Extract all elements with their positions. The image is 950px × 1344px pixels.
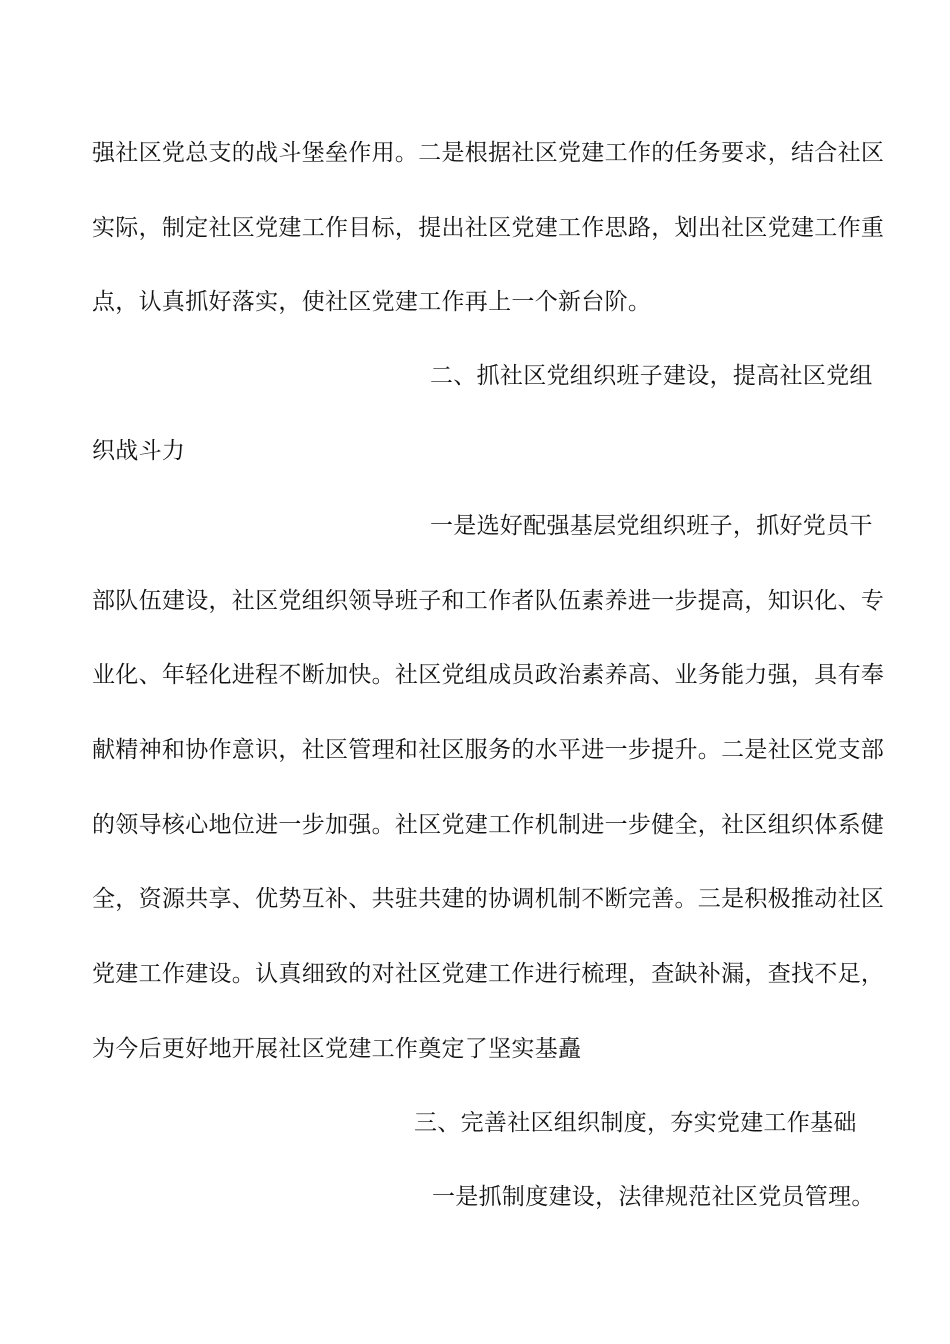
paragraph-line: 全，资源共享、优势互补、共驻共建的协调机制不断完善。三是积极推动社区	[92, 886, 885, 912]
section-heading-line: 二、抓社区党组织班子建设，提高社区党组	[430, 363, 873, 389]
paragraph-line: 业化、年轻化进程不断加快。社区党组成员政治素养高、业务能力强，具有奉	[92, 662, 885, 688]
paragraph-line: 献精神和协作意识，社区管理和社区服务的水平进一步提升。二是社区党支部	[92, 737, 885, 763]
paragraph-line: 一是选好配强基层党组织班子，抓好党员干	[430, 513, 873, 539]
paragraph-line: 一是抓制度建设，法律规范社区党员管理。	[432, 1184, 875, 1210]
paragraph-line: 强社区党总支的战斗堡垒作用。二是根据社区党建工作的任务要求，结合社区	[92, 140, 885, 166]
paragraph-line: 部队伍建设，社区党组织领导班子和工作者队伍素养进一步提高，知识化、专	[92, 588, 885, 614]
paragraph-line: 实际，制定社区党建工作目标，提出社区党建工作思路，划出社区党建工作重	[92, 215, 885, 241]
paragraph-line: 党建工作建设。认真细致的对社区党建工作进行梳理，查缺补漏，查找不足，	[92, 961, 885, 987]
section-heading: 三、完善社区组织制度，夯实党建工作基础	[414, 1110, 857, 1136]
paragraph-line: 为今后更好地开展社区党建工作奠定了坚实基矗	[92, 1036, 582, 1062]
section-heading-line: 织战斗力	[92, 438, 186, 464]
paragraph-line: 点，认真抓好落实，使社区党建工作再上一个新台阶。	[92, 289, 652, 315]
paragraph-line: 的领导核心地位进一步加强。社区党建工作机制进一步健全，社区组织体系健	[92, 812, 885, 838]
